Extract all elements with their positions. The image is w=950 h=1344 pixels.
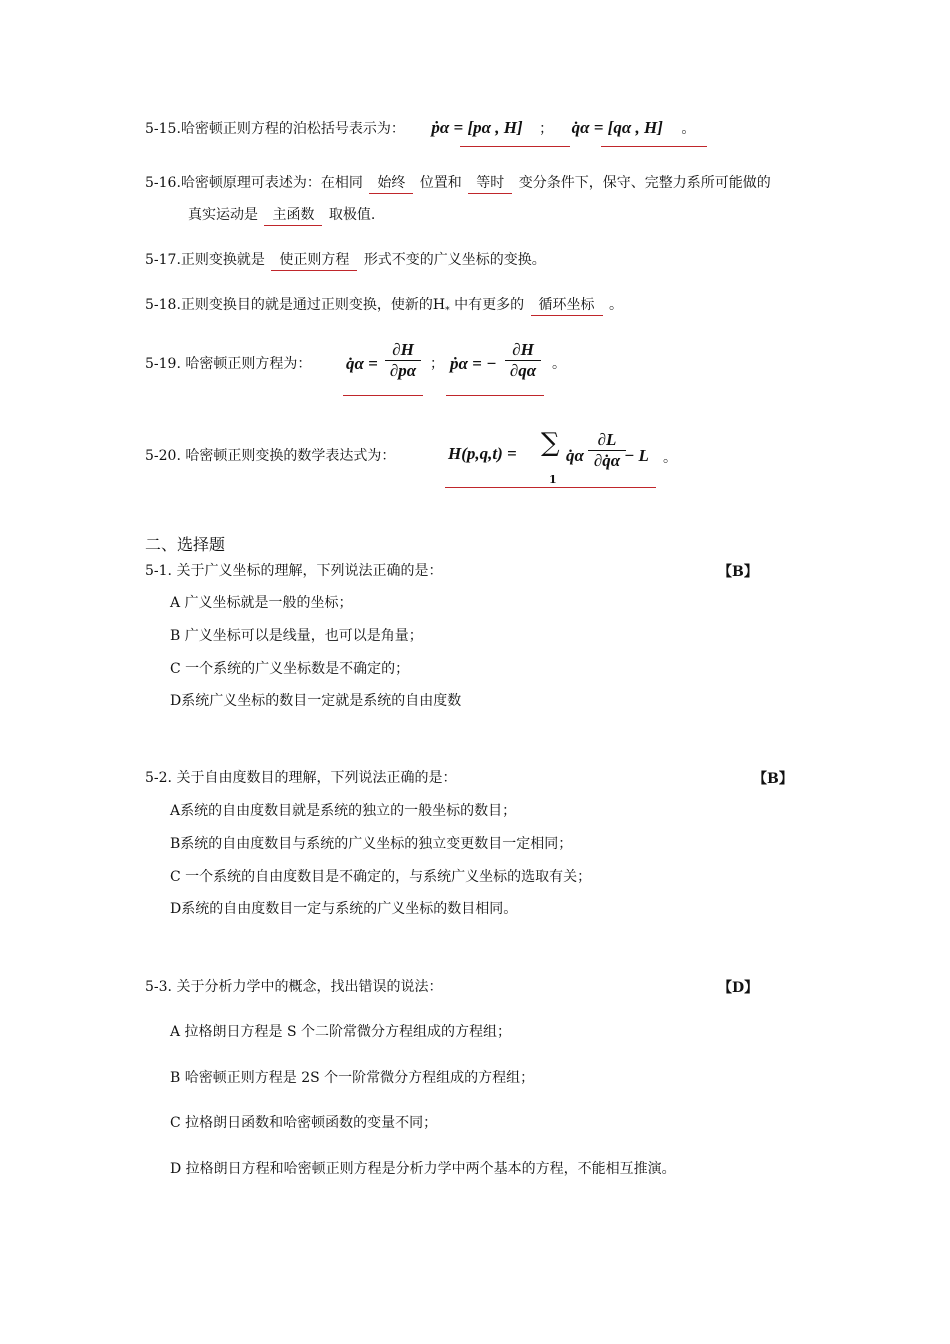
q5-17-end: 形式不变的广义坐标的变换。: [363, 252, 546, 268]
q5-19-frac1-den: ∂pα: [389, 361, 417, 380]
q5-18-sub: *: [445, 305, 450, 316]
q5-16-blank-1: 始终: [369, 173, 413, 194]
section-title: 二、选择题: [145, 535, 226, 554]
q5-15-prefix: 5-15.哈密顿正则方程的泊松括号表示为：: [145, 121, 405, 137]
q5-16-line2: [188, 205, 375, 226]
q5-15-underline-1: [460, 146, 570, 147]
q5-20-fraction: [588, 430, 626, 471]
q5-16-mid-2: 变分条件下，保守、完整力系所可能做的: [518, 175, 771, 191]
q5-16-prefix: 5-16.哈密顿原理可表述为：在相同: [145, 175, 363, 191]
q5-16-blank-3: 主函数: [264, 205, 322, 226]
q5-2-option-d: D系统的自由度数目一定与系统的广义坐标的数目相同。: [170, 901, 518, 917]
q5-15-line: [145, 118, 695, 139]
q5-20-underline: [445, 487, 656, 488]
q5-15-eq2: q̇α = [qα , H]: [571, 118, 663, 137]
q5-18-mid: 中有更多的: [454, 297, 525, 313]
q5-17-line: [145, 250, 546, 271]
q5-1-option-b: B 广义坐标可以是线量，也可以是角量；: [170, 628, 423, 644]
q5-1-stem: 5-1. 关于广义坐标的理解，下列说法正确的是：: [145, 563, 443, 579]
q5-1-option-d: D系统广义坐标的数目一定就是系统的自由度数: [170, 693, 462, 709]
q5-15-underline-2: [601, 146, 707, 147]
q5-19-underline-2: [446, 395, 544, 396]
q5-19-frac2-den: ∂qα: [509, 361, 537, 380]
q5-3-option-c: C 拉格朗日函数和哈密顿函数的变量不同；: [170, 1115, 438, 1131]
q5-18-end: 。: [608, 297, 623, 313]
q5-19-lhs-1: q̇α =: [346, 354, 378, 373]
q5-15-end: 。: [681, 121, 696, 137]
q5-15-sep: ；: [539, 121, 554, 137]
q5-20-end: 。: [663, 450, 677, 466]
q5-20-term: q̇α: [566, 446, 584, 465]
q5-16-mid-1: 位置和: [419, 175, 462, 191]
q5-19-underline-1: [343, 395, 423, 396]
q5-19-frac2-num: ∂H: [505, 340, 541, 361]
q5-19-fraction-2: [505, 340, 541, 381]
q5-19-end: 。: [552, 356, 566, 372]
q5-2-stem: 5-2. 关于自由度数目的理解，下列说法正确的是：: [145, 770, 457, 786]
q5-3-option-d: D 拉格朗日方程和哈密顿正则方程是分析力学中两个基本的方程，不能相互推演。: [170, 1161, 676, 1177]
q5-20-sum-lower: 1: [549, 473, 557, 486]
q5-1-option-c: C 一个系统的广义坐标数是不确定的；: [170, 661, 410, 677]
q5-16-line1: [145, 173, 771, 194]
q5-16-line2-end: 取极值.: [328, 207, 376, 223]
q5-17-blank: 使正则方程: [271, 250, 357, 271]
q5-17-prefix: 5-17.正则变换就是: [145, 252, 265, 268]
q5-19-lhs-2: ṗα = −: [450, 354, 497, 373]
q5-20-prefix: 5-20. 哈密顿正则变换的数学表达式为：: [145, 448, 396, 464]
q5-20-lhs: H(p,q,t) =: [448, 444, 517, 463]
q5-19-prefix: 5-19. 哈密顿正则方程为：: [145, 356, 312, 372]
q5-18-prefix: 5-18.正则变换目的就是通过正则变换，使新的H: [145, 297, 446, 313]
q5-19-frac1-num: ∂H: [385, 340, 421, 361]
q5-1-option-a: A 广义坐标就是一般的坐标；: [170, 595, 353, 611]
q5-20-frac-num: ∂L: [588, 430, 626, 451]
q5-15-eq1: ṗα = [pα , H]: [431, 118, 523, 137]
q5-2-option-c: C 一个系统的自由度数目是不确定的，与系统广义坐标的选取有关；: [170, 869, 592, 885]
q5-16-blank-2: 等时: [468, 173, 512, 194]
q5-20-sum-sign: ∑: [541, 428, 560, 458]
q5-2-option-a: A系统的自由度数目就是系统的独立的一般坐标的数目；: [170, 803, 517, 819]
q5-3-option-a: A 拉格朗日方程是 S 个二阶常微分方程组成的方程组；: [170, 1024, 512, 1040]
q5-20-tail: − L: [624, 446, 649, 465]
q5-2-option-b: B系统的自由度数目与系统的广义坐标的独立变更数目一定相同；: [170, 836, 573, 852]
q5-3-option-b: B 哈密顿正则方程是 2S 个一阶常微分方程组成的方程组；: [170, 1070, 535, 1086]
q5-19-sep: ；: [430, 356, 444, 372]
q5-1-answer: 【B】: [718, 564, 758, 580]
q5-3-stem: 5-3. 关于分析力学中的概念，找出错误的说法：: [145, 979, 443, 995]
q5-18-blank: 循环坐标: [531, 295, 603, 316]
q5-2-answer: 【B】: [753, 771, 793, 787]
q5-16-line2-prefix: 真实运动是: [188, 207, 258, 223]
q5-18-line: [145, 295, 623, 321]
q5-3-answer: 【D】: [718, 980, 759, 996]
q5-19-fraction-1: [385, 340, 421, 381]
q5-20-frac-den: ∂q̇α: [593, 451, 621, 470]
